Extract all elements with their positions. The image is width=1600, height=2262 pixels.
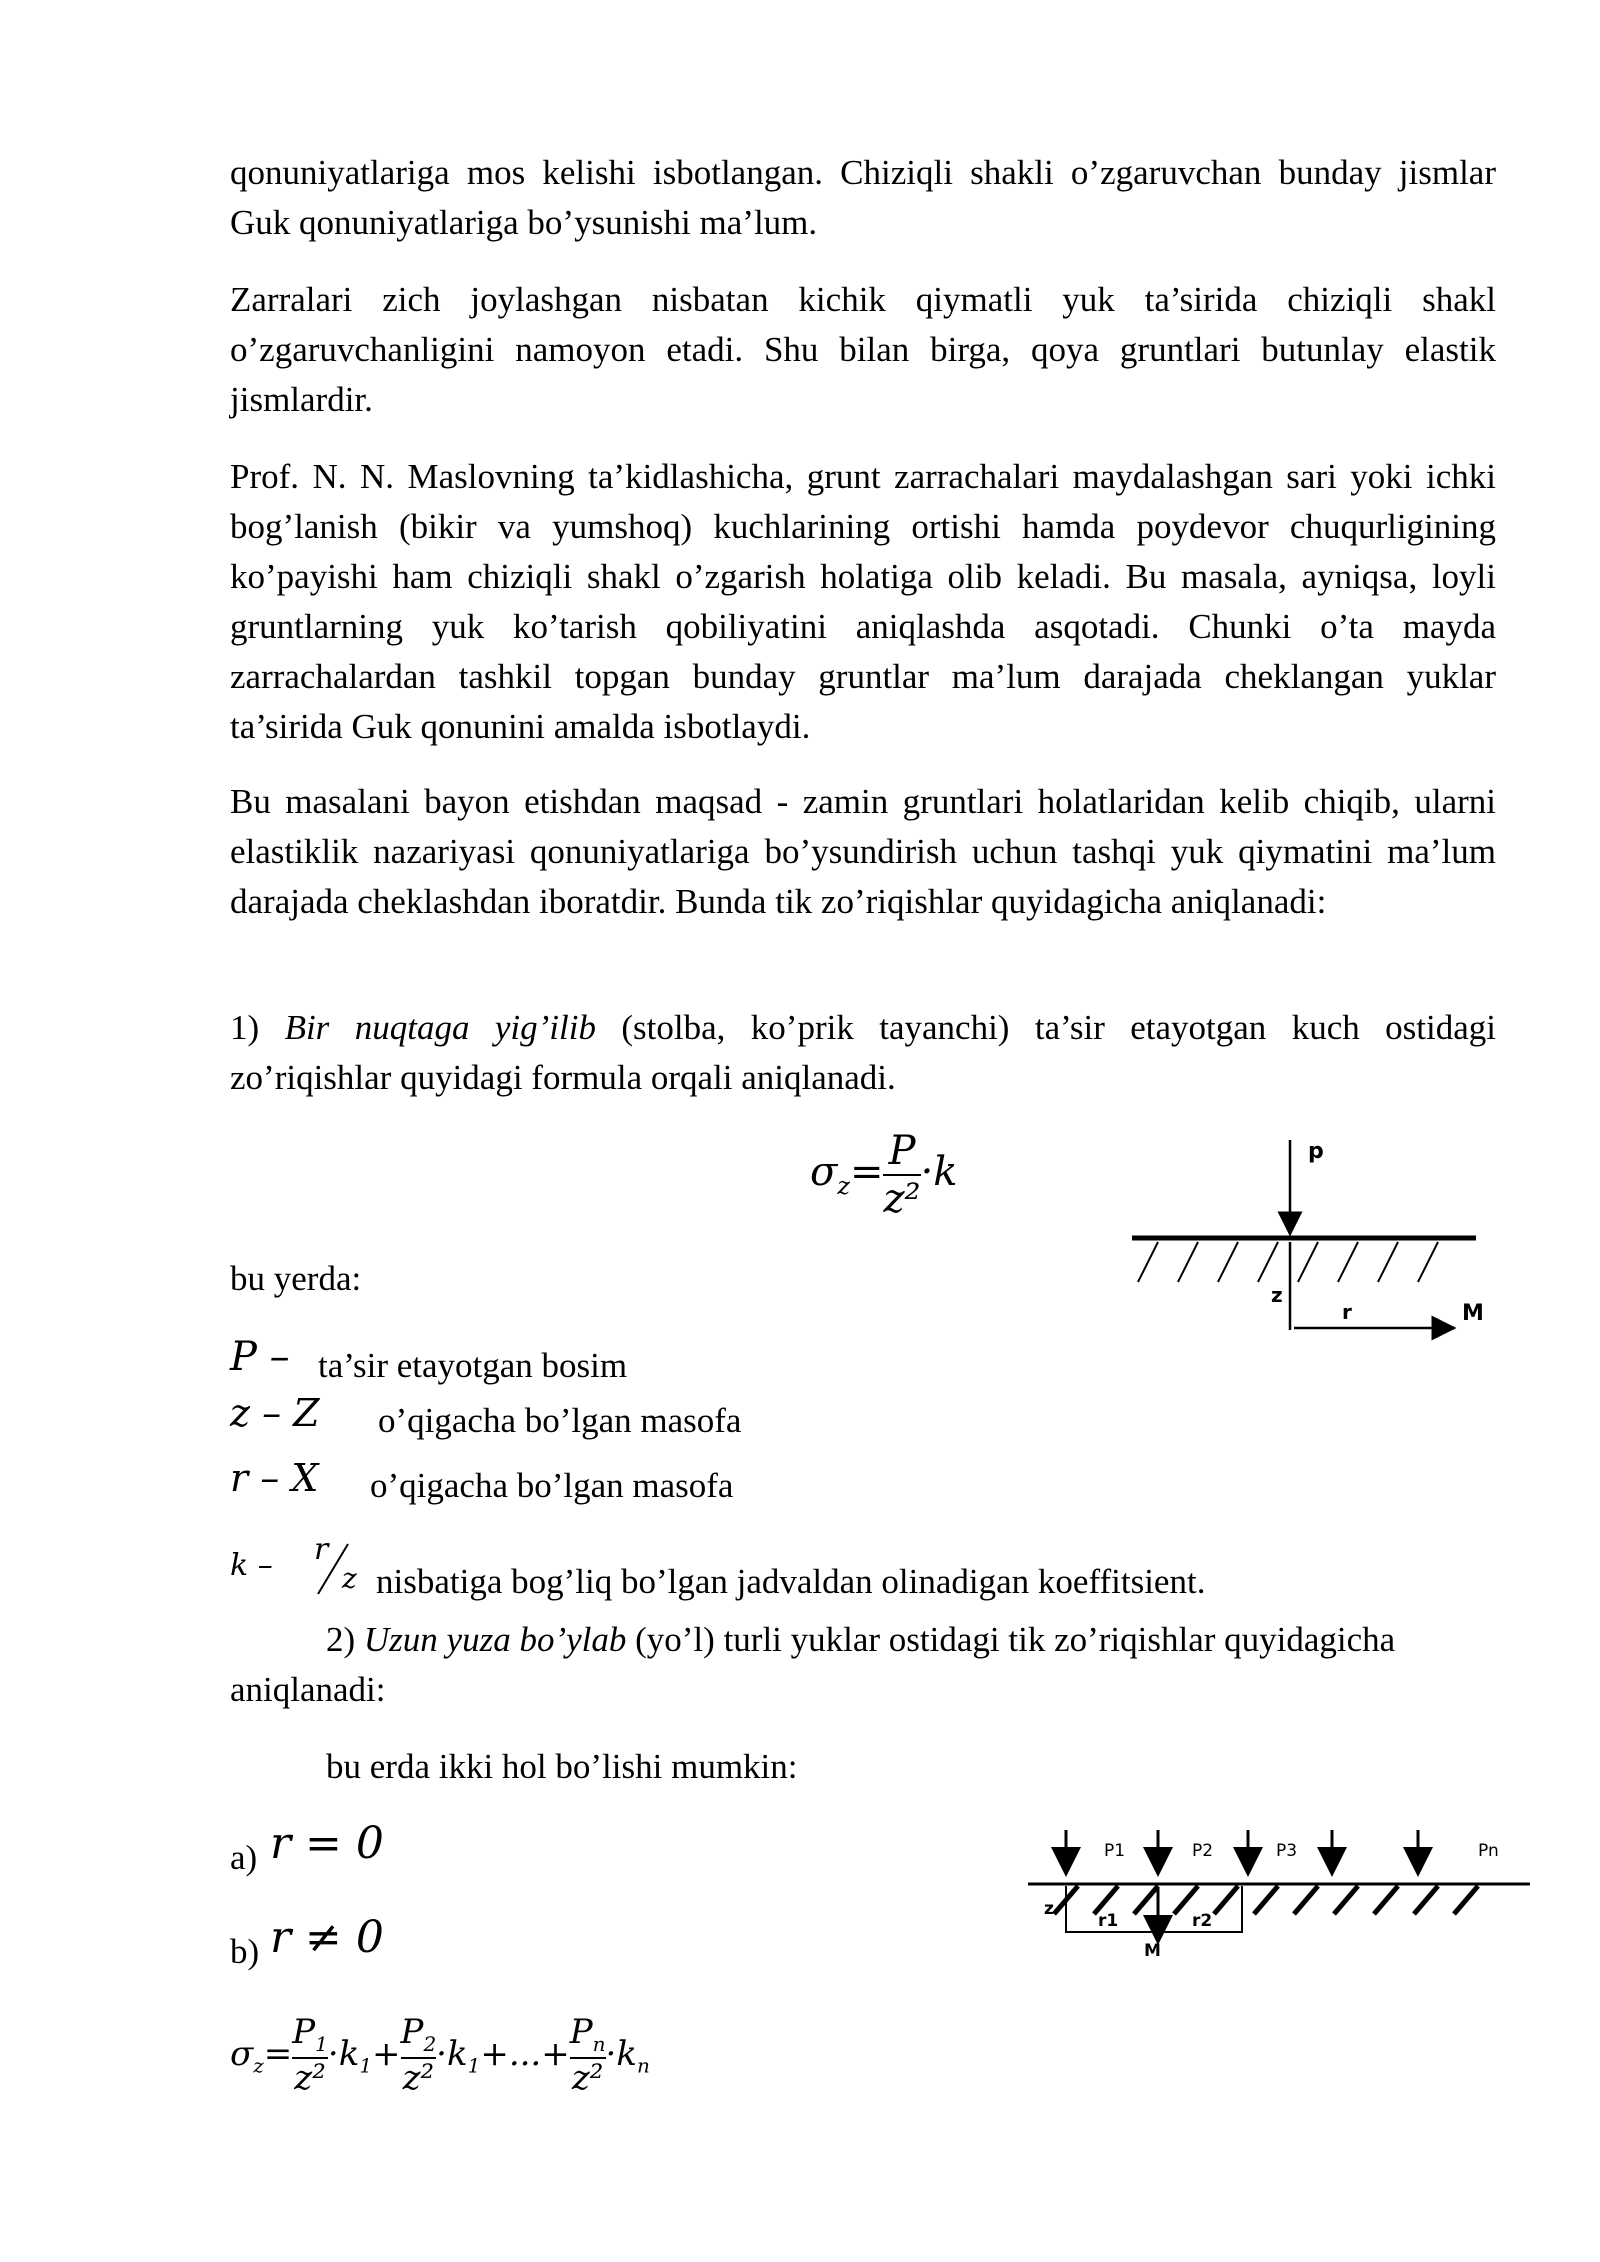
item-2-paragraph (230, 1615, 1496, 1665)
numerator: P (400, 2012, 424, 2052)
label-p: p (1308, 1139, 1324, 1164)
case-a (230, 1818, 630, 1878)
definition-symbol: P – (230, 1334, 290, 1380)
definition-p (230, 1334, 1030, 1390)
definition-symbol: z – Z (230, 1391, 320, 1435)
sigma-subscript: z (253, 2053, 264, 2078)
coefficient-1-subscript: 1 (359, 2053, 373, 2078)
equals-sign: = (849, 1149, 884, 1195)
paragraph-4: Bu masalani bayon etishdan maqsad - zamin gruntlari holatlaridan kelib chiqib, ularni elastiklik nazariyasi qonuniyatlariga bo’ysundirish uchun tashqi yuk qiymatini ma’lum darajada cheklashdan iboratdir. Bunda tik zo’riqishlar quyidagicha aniqlanadi: (230, 782, 1496, 921)
definition-k (230, 1532, 1430, 1601)
label-p3: P3 (1276, 1841, 1298, 1861)
case-b-label: b) (230, 1932, 260, 1971)
label-m: M (1144, 1941, 1161, 1960)
bu-yerda-label: bu yerda: (230, 1259, 362, 1298)
ratio-denominator: z (342, 1562, 357, 1595)
paragraph-2: Zarralari zich joylashgan nisbatan kichik qiymatli yuk ta’sirida chiziqli shakl o’zgaruvchanligini namoyon etadi. Shu bilan birga, qoya gruntlari butunlay elastik jismlardir. (230, 280, 1496, 419)
label-pn: Pn (1478, 1841, 1499, 1861)
case-a-label: a) (230, 1838, 258, 1877)
definition-text: o’qigacha bo’lgan masofa (370, 1466, 734, 1505)
item-2-text: (yo’l) turli yuklar ostidagi tik zo’riqishlar quyidagicha (626, 1620, 1396, 1659)
definition-symbol: k – (230, 1548, 273, 1583)
item-1-italic: Bir nuqtaga yig’ilib (284, 1008, 596, 1047)
definition-r (230, 1456, 1030, 1510)
fraction-denominator: z² (883, 1176, 921, 1222)
paragraph-5 (230, 1003, 1496, 1103)
point-load-diagram (1120, 1130, 1500, 1355)
multiplier-k: ·k (920, 1149, 958, 1195)
paragraph-3: Prof. N. N. Maslovning ta’kidlashicha, grunt zarrachalari maydalashgan sari yoki ichki bog’lanish (bikir va yumshoq) kuchlarining ortishi hamda poydevor chuqurligining ko’payishi ham chiziqli shakl o’zgarish holatiga olib keladi. Bu masala, ayniqsa, loyli gruntlarning yuk ko’tarish qobiliyatini aniqlashda asqotadi. Chunki o’ta mayda zarrachalardan tashkil topgan bunday gruntlar ma’lum darajada cheklangan yuklar ta’sirida Guk qonunini amalda isbotlaydi. (230, 457, 1496, 746)
plus-sign: + (372, 2033, 401, 2074)
label-p2: P2 (1192, 1841, 1214, 1861)
formula-point-load (810, 1130, 958, 1220)
paragraph-1: qonuniyatlariga mos kelishi isbotlangan. Chiziqli shakli o’zgaruvchan bunday jismlar Guk qonuniyatlariga bo’ysunishi ma’lum. (230, 153, 1496, 242)
denominator: z² (402, 2057, 435, 2098)
numerator-subscript: 1 (315, 2031, 328, 2056)
definition-symbol: r – X (230, 1456, 319, 1500)
label-r1: r1 (1098, 1911, 1119, 1931)
coefficient-1: ·k (327, 2033, 360, 2074)
fraction-term-1 (292, 2012, 328, 2098)
distributed-load-diagram (1020, 1820, 1540, 1960)
fraction-p-over-z2 (883, 1130, 920, 1220)
formula-multiple-loads (230, 2012, 650, 2098)
definition-text: ta’sir etayotgan bosim (318, 1346, 628, 1385)
label-z: z (1044, 1899, 1054, 1919)
item-1-text: (stolba, ko’prik tayanchi) ta’sir etayotgan kuch ostidagi zo’riqishlar quyidagi formula orqali aniqlanadi. (230, 1008, 1496, 1097)
definition-text: nisbatiga bog’liq bo’lgan jadvaldan olinadigan koeffitsient. (376, 1562, 1206, 1601)
numerator-subscript: 2 (423, 2031, 437, 2056)
fraction-numerator: P (888, 1128, 916, 1174)
ratio-numerator: r (314, 1532, 329, 1567)
soil-hatching (1138, 1242, 1438, 1282)
denominator: z² (571, 2057, 604, 2098)
fraction-term-2 (400, 2012, 437, 2098)
label-m: M (1462, 1301, 1484, 1326)
item-2-italic: Uzun yuza bo’ylab (363, 1620, 627, 1659)
label-r: r (1342, 1300, 1352, 1324)
item-1-number: 1) (230, 1008, 285, 1047)
label-r2: r2 (1192, 1911, 1213, 1931)
case-b (230, 1912, 630, 1972)
two-cases-text: bu erda ikki hol bo’lishi mumkin: (326, 1747, 798, 1786)
numerator-subscript: n (592, 2031, 606, 2056)
label-p1: P1 (1104, 1841, 1126, 1861)
soil-hatching (1054, 1886, 1478, 1914)
sigma: σ (230, 2033, 254, 2074)
definition-text: o’qigacha bo’lgan masofa (378, 1401, 742, 1440)
denominator: z² (294, 2057, 326, 2098)
item-2-continuation: aniqlanadi: (230, 1670, 386, 1709)
coefficient-n: ·k (605, 2033, 637, 2074)
case-a-formula: r = 0 (270, 1818, 384, 1869)
sigma-subscript: z (837, 1172, 850, 1200)
sigma: σ (810, 1149, 838, 1195)
equals-sign: = (263, 2033, 293, 2074)
fraction-term-n (569, 2012, 606, 2098)
item-2-number: 2) (326, 1620, 364, 1659)
case-b-formula: r ≠ 0 (270, 1912, 384, 1963)
label-z: z (1271, 1283, 1283, 1307)
coefficient-2: ·k (436, 2033, 468, 2074)
ellipsis-sum: +...+ (480, 2033, 570, 2074)
numerator: P (292, 2012, 316, 2052)
coefficient-2-subscript: 1 (467, 2053, 481, 2078)
numerator: P (569, 2012, 593, 2052)
definition-z (230, 1391, 1030, 1445)
coefficient-n-subscript: n (636, 2053, 650, 2078)
